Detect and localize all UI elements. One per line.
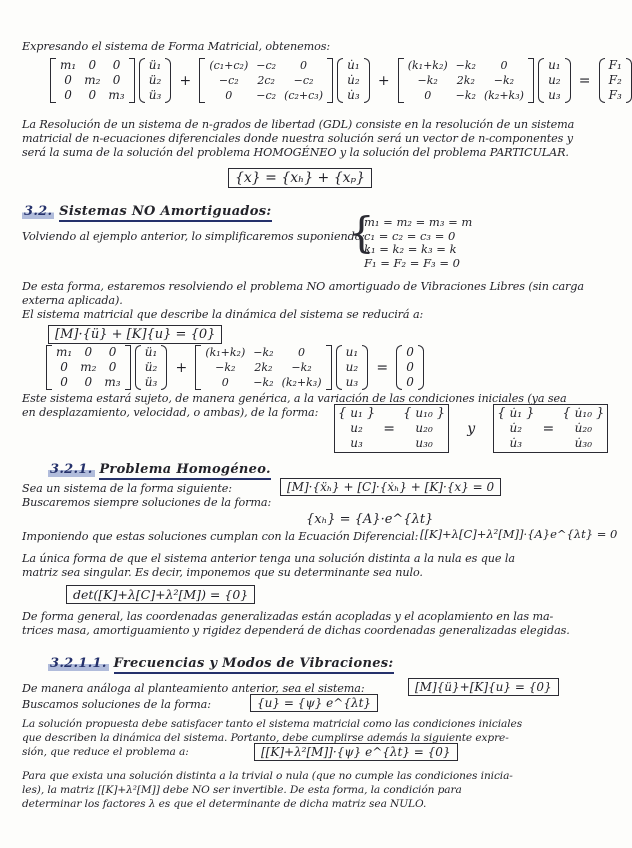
matrix-entry: 0 (298, 346, 306, 359)
matrix-entry: m₁ (56, 345, 73, 359)
vector-entry: 0 (406, 375, 414, 389)
vector-entry: u̇₁ (509, 406, 523, 420)
para-line: trices masa, amortiguamiento y rigidez dependerá de dichas coordenadas generalizadas elegidas. (22, 624, 570, 637)
determinant-equation: det([K]+λ[C]+λ²[M]) = {0} (66, 585, 255, 604)
matrix-entry: 2k₂ (254, 361, 273, 374)
vector-entry: 0 (406, 360, 414, 374)
vector-entry: u̇₃ (509, 436, 523, 450)
vector-entry: u₂ (350, 421, 363, 435)
para-line: Volviendo al ejemplo anterior, lo simplificaremos suponiendo: (22, 230, 365, 243)
para-line: les), la matriz [[K]+λ²[M]] debe NO ser invertible. De esta forma, la condición para (22, 784, 462, 796)
para-line: De manera análoga al planteamiento anterior, sea el sistema: (22, 682, 365, 695)
matrix-entry: 0 (221, 376, 229, 389)
assumption: m₁ = m₂ = m₃ = m (364, 215, 473, 229)
vector-entry: ü₂ (148, 73, 162, 87)
matrix-entry: 0 (112, 58, 121, 72)
initial-displacement-box: { u₁ u₂ u₃ } = { u₁₀ u₂₀ u₃₀ } (334, 404, 449, 453)
matrix-entry: −c₂ (218, 74, 239, 87)
vector-entry: u₁₀ (415, 406, 433, 420)
para-line: De esta forma, estaremos resolviendo el problema NO amortiguado de Vibraciones Libres (sin carga (22, 280, 584, 293)
para-line: determinar los factores λ es que el determinante de dicha matriz sea NULO. (22, 798, 427, 810)
equals-sign: = (578, 72, 591, 89)
vector-entry: ü₂ (144, 360, 158, 374)
para-line: Este sistema estará sujeto, de manera genérica, a la variación de las condiciones iniciales (ya sea (22, 392, 567, 405)
velocity-vector: { u̇₁ u̇₂ u̇₃ } (497, 406, 535, 450)
matrix-entry: (k₂+k₃) (483, 89, 524, 102)
matrix-entry: −k₂ (253, 376, 274, 389)
vector-entry: ü₁ (148, 58, 162, 72)
para-line: que describen la dinámica del sistema. Portanto, debe cumplirse además la siguiente expre- (22, 732, 509, 744)
para-line: Sea un sistema de la forma siguiente: (22, 482, 232, 495)
matrix-entry: −k₂ (455, 59, 476, 72)
matrix-entry: m₃ (108, 88, 125, 102)
matrix-entry: 0 (225, 89, 233, 102)
left-brace: { (348, 208, 375, 257)
section-title: Sistemas NO Amortiguados: (59, 204, 271, 222)
solution-form: {xₕ} = {A}·e^{λt} (306, 512, 434, 527)
vector-entry: u̇₂₀ (574, 421, 593, 435)
para-line: La única forma de que el sistema anterior tenga una solución distinta a la nula es que la (22, 552, 515, 565)
matrix-entry: −k₂ (215, 361, 236, 374)
mass-matrix (50, 58, 135, 103)
matrix-entry: m₂ (80, 360, 97, 374)
matrix-entry: 0 (88, 88, 97, 102)
vector-entry: u₁ (350, 406, 363, 420)
vector-entry: u₂ (548, 73, 561, 87)
stiffness-matrix (398, 58, 534, 103)
para-line: sión, que reduce el problema a: (22, 746, 189, 758)
acceleration-vector (135, 345, 168, 390)
vector-entry: ü₃ (148, 88, 162, 102)
vector-entry: u₃ (548, 88, 561, 102)
displacement-vector (538, 58, 571, 103)
matrix-entry: 0 (84, 345, 93, 359)
para-line: La Resolución de un sistema de n-grados de libertad (GDL) consiste en la resolución de un sistema (22, 118, 575, 131)
damping-matrix (199, 58, 333, 103)
characteristic-equation: [[K]+λ[C]+λ²[M]]·{A}e^{λt} = 0 (420, 527, 618, 541)
assumption: F₁ = F₂ = F₃ = 0 (364, 255, 460, 270)
solution-sum-equation: {x} = {xₕ} + {xₚ} (228, 168, 372, 188)
para-line: Buscamos soluciones de la forma: (22, 698, 211, 711)
para-line: matricial de n-ecuaciones diferenciales donde nuestra solución será un vector de n-componentes y (22, 132, 573, 145)
assumption: c₁ = c₂ = c₃ = 0 (364, 228, 456, 243)
vector-entry: u̇₃ (347, 88, 360, 102)
vector-entry: u₂ (345, 360, 359, 374)
matrix-entry: 0 (108, 360, 117, 374)
acceleration-vector (139, 58, 172, 103)
para-line: Buscaremos siempre soluciones de la forma: (22, 496, 272, 509)
displacement-vector (336, 345, 369, 390)
vector-entry: u₂₀ (415, 421, 433, 435)
matrix-entry: 0 (64, 73, 72, 87)
para-line: matriz sea singular. Es decir, imponemos que su determinante sea nulo. (22, 566, 423, 579)
reduced-equation: [M]·{ü} + [K]{u} = {0} (48, 325, 222, 344)
eigen-equation: [[K]+λ²[M]]·{ψ} e^{λt} = {0} (254, 743, 458, 761)
matrix-entry: (k₁+k₂) (205, 346, 246, 359)
intro-line: Expresando el sistema de Forma Matricial, obtenemos: (22, 40, 331, 53)
vector-entry: u₃ (350, 436, 363, 450)
mass-matrix (46, 345, 131, 390)
initial-displacement-vector: { u₁₀ u₂₀ u₃₀ } (403, 406, 446, 450)
matrix-entry: 0 (112, 73, 121, 87)
vector-entry: u₁ (548, 58, 561, 72)
homogeneous-equation: [M]·{ẍₕ} + [C]·{ẋₕ} + [K]·{x} = 0 (280, 478, 501, 496)
matrix-entry: 0 (60, 360, 68, 374)
plus-sign: + (179, 72, 192, 89)
matrix-entry: 0 (424, 89, 432, 102)
vector-entry: u̇₃₀ (574, 436, 593, 450)
para-line: externa aplicada). (22, 294, 123, 307)
assumption: k₁ = k₂ = k₃ = k (364, 242, 457, 256)
plus-sign: + (175, 359, 188, 376)
matrix-entry: −k₂ (493, 74, 515, 87)
undamped-system-equation: [M]{ü}+[K]{u} = {0} (408, 678, 559, 696)
para-line: en desplazamiento, velocidad, o ambas), de la forma: (22, 406, 319, 419)
para-line: Para que exista una solución distinta a la trivial o nula (que no cumple las condiciones inicia- (22, 770, 513, 782)
vector-entry: ü₁ (144, 345, 158, 359)
matrix-entry: −k₂ (253, 346, 274, 359)
matrix-entry: 0 (64, 88, 72, 102)
vector-entry: F₁ (608, 58, 622, 72)
assumptions-list (364, 216, 472, 270)
para-line: será la suma de la solución del problema HOMOGÉNEO y la solución del problema PARTICULAR. (22, 146, 569, 159)
vector-entry: ü₃ (144, 375, 158, 389)
vector-entry: u̇₁₀ (574, 406, 593, 420)
stiffness-matrix (195, 345, 331, 390)
matrix-entry: −c₂ (293, 74, 314, 87)
matrix-entry: 0 (88, 58, 97, 72)
mode-solution-form: {u} = {ψ} e^{λt} (250, 694, 378, 712)
matrix-equation-full (50, 58, 632, 103)
section-title: Problema Homogéneo. (99, 462, 270, 480)
section-heading-3-2 (22, 204, 272, 219)
matrix-entry: −c₂ (256, 89, 277, 102)
section-heading-3-2-1 (48, 462, 271, 477)
matrix-entry: (k₂+k₃) (281, 376, 322, 389)
reduced-matrix-equation (46, 345, 424, 390)
vector-entry: u̇₁ (347, 58, 360, 72)
section-number: 3.2. (24, 204, 53, 219)
matrix-entry: −k₂ (417, 74, 438, 87)
vector-entry: u₃₀ (415, 436, 433, 450)
matrix-entry: 0 (108, 345, 117, 359)
vector-entry: F₃ (608, 88, 622, 102)
matrix-entry: −c₂ (256, 59, 277, 72)
force-vector (599, 58, 632, 103)
initial-velocity-vector: { u̇₁₀ u̇₂₀ u̇₃₀ } (562, 406, 605, 450)
para-line: La solución propuesta debe satisfacer tanto el sistema matricial como las condiciones iniciales (22, 718, 523, 730)
matrix-entry: 2c₂ (257, 74, 275, 87)
vector-entry: 0 (406, 345, 414, 359)
zero-vector (396, 345, 424, 390)
matrix-entry: 0 (84, 375, 93, 389)
matrix-entry: (c₂+c₃) (284, 89, 324, 102)
section-heading-3-2-1-1 (48, 656, 394, 671)
para-line: El sistema matricial que describe la dinámica del sistema se reducirá a: (22, 308, 424, 321)
vector-entry: u₁ (345, 345, 359, 359)
matrix-entry: 0 (500, 59, 508, 72)
matrix-entry: 0 (300, 59, 308, 72)
initial-velocity-box: { u̇₁ u̇₂ u̇₃ } = { u̇₁₀ u̇₂₀ u̇₃₀ } (493, 404, 608, 453)
matrix-entry: −k₂ (291, 361, 312, 374)
plus-sign: + (377, 72, 390, 89)
section-number: 3.2.1.1. (50, 656, 107, 671)
section-number: 3.2.1. (50, 462, 93, 477)
matrix-entry: (k₁+k₂) (407, 59, 448, 72)
matrix-entry: 2k₂ (456, 74, 475, 87)
vector-entry: u₃ (345, 375, 359, 389)
matrix-entry: 0 (60, 375, 68, 389)
matrix-entry: m₃ (104, 375, 121, 389)
and-word: y (467, 420, 476, 437)
matrix-entry: m₁ (60, 58, 77, 72)
velocity-vector (337, 58, 370, 103)
section-title: Frecuencias y Modos de Vibraciones: (114, 656, 394, 674)
matrix-entry: −k₂ (455, 89, 476, 102)
vector-entry: u̇₂ (509, 421, 523, 435)
matrix-entry: m₂ (84, 73, 101, 87)
para-line: De forma general, las coordenadas generalizadas están acopladas y el acoplamiento en las ma- (22, 610, 554, 623)
matrix-entry: (c₁+c₂) (209, 59, 249, 72)
para-line: Imponiendo que estas soluciones cumplan con la Ecuación Diferencial: (22, 530, 419, 543)
vector-entry: F₂ (608, 73, 622, 87)
displacement-vector: { u₁ u₂ u₃ } (338, 406, 376, 450)
vector-entry: u̇₂ (347, 73, 360, 87)
equals-sign: = (376, 359, 389, 376)
initial-conditions (334, 404, 608, 453)
